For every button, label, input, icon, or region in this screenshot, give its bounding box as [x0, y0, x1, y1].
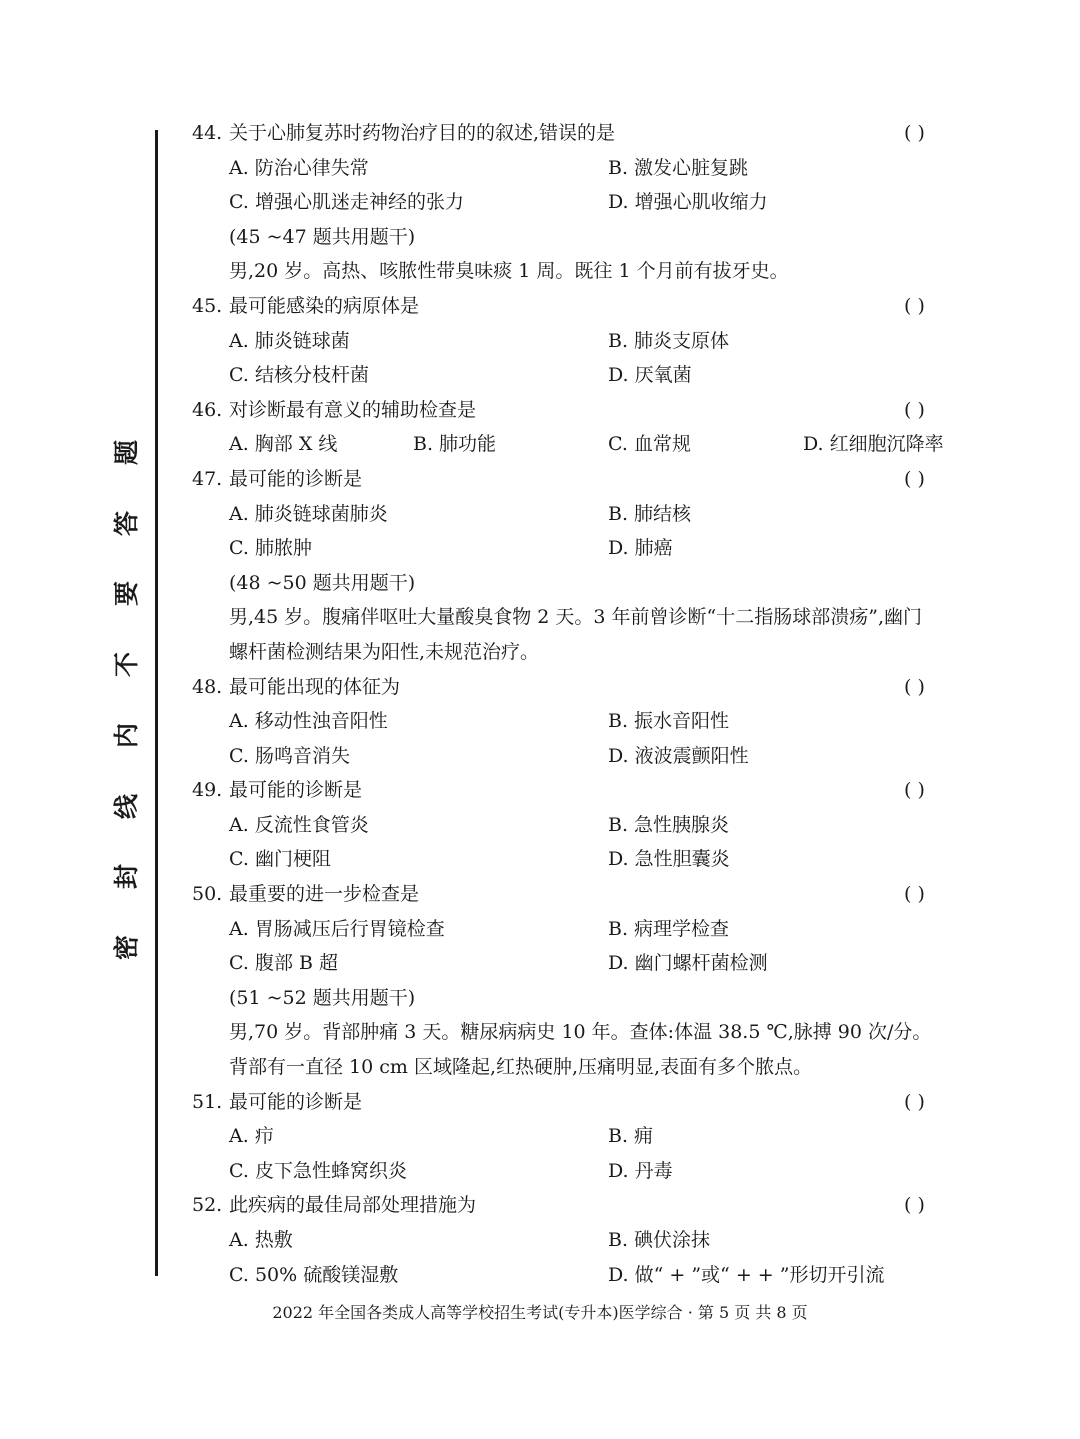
answer-blank: ( ) [904, 675, 925, 698]
option-row [192, 324, 972, 359]
option-row [192, 739, 972, 774]
seal-char: 不 [112, 652, 142, 678]
question-number: 46. [192, 398, 223, 421]
option-row [192, 531, 972, 566]
option: B. 振水音阳性 [608, 710, 730, 733]
option: C. 肺脓肿 [229, 537, 312, 560]
question-text: 最可能的诊断是 [229, 1090, 363, 1113]
option-row [192, 185, 972, 220]
option: D. 厌氧菌 [608, 364, 692, 387]
question-stem: 男,20 岁。高热、咳脓性带臭味痰 1 周。既往 1 个月前有拔牙史。 [229, 260, 789, 283]
question-stem: 男,70 岁。背部肿痛 3 天。糖尿病病史 10 年。查体:体温 38.5 ℃,脉搏 90 次/分。 [229, 1021, 932, 1044]
question-stem: (48 ~50 题共用题干) [229, 571, 416, 594]
option: A. 肺炎链球菌肺炎 [229, 502, 388, 525]
question-number: 45. [192, 294, 223, 317]
question-number: 48. [192, 675, 223, 698]
answer-blank: ( ) [904, 467, 925, 490]
question-line [192, 670, 972, 705]
option: A. 反流性食管炎 [229, 813, 369, 836]
option-row [192, 1119, 972, 1154]
answer-blank: ( ) [904, 1194, 925, 1217]
option-row [192, 912, 972, 947]
question-text: 此疾病的最佳局部处理措施为 [229, 1194, 477, 1217]
option: D. 肺癌 [608, 537, 673, 560]
option: B. 激发心脏复跳 [608, 156, 749, 179]
seal-char: 封 [112, 864, 142, 890]
option-row [192, 1223, 972, 1258]
option: A. 肺炎链球菌 [229, 329, 350, 352]
question-text: 最可能出现的体征为 [229, 675, 401, 698]
seal-char: 答 [112, 510, 142, 536]
option: D. 丹毒 [608, 1159, 673, 1182]
option: C. 增强心肌迷走神经的张力 [229, 191, 464, 214]
option: B. 肺功能 [413, 433, 497, 456]
page-footer: 2022 年全国各类成人高等学校招生考试(专升本)医学综合 · 第 5 页 共 8 页 [272, 1303, 808, 1322]
question-line [192, 393, 972, 428]
option: A. 胃肠减压后行胃镜检查 [229, 917, 445, 940]
option: D. 液波震颤阳性 [608, 744, 749, 767]
option-row [192, 946, 972, 981]
option: A. 胸部 X 线 [229, 433, 338, 456]
question-stem: (45 ~47 题共用题干) [229, 225, 416, 248]
option: C. 幽门梗阻 [229, 848, 331, 871]
question-text: 最重要的进一步检查是 [229, 883, 420, 906]
seal-line [155, 130, 158, 1276]
option-row [192, 808, 972, 843]
option: D. 增强心肌收缩力 [608, 191, 768, 214]
question-line [192, 462, 972, 497]
option: A. 防治心律失常 [229, 156, 369, 179]
option: B. 肺结核 [608, 502, 692, 525]
question-content [192, 116, 972, 1292]
answer-blank: ( ) [904, 883, 925, 906]
option: D. 红细胞沉降率 [803, 433, 944, 456]
seal-char: 内 [112, 722, 142, 748]
option-row [192, 1154, 972, 1189]
option: C. 皮下急性蜂窝织炎 [229, 1159, 407, 1182]
question-number: 49. [192, 779, 223, 802]
option-row [192, 358, 972, 393]
question-number: 47. [192, 467, 223, 490]
question-stem: 螺杆菌检测结果为阳性,未规范治疗。 [229, 640, 540, 663]
option: B. 痈 [608, 1125, 654, 1148]
option-row [192, 497, 972, 532]
question-text: 最可能感染的病原体是 [229, 294, 420, 317]
question-number: 44. [192, 122, 223, 144]
answer-blank: ( ) [904, 779, 925, 802]
option: D. 做“ + ”或“ + + ”形切开引流 [608, 1263, 885, 1286]
question-line [192, 877, 972, 912]
question-line [192, 1085, 972, 1120]
question-stem: 男,45 岁。腹痛伴呕吐大量酸臭食物 2 天。3 年前曾诊断“十二指肠球部溃疡”,幽门 [229, 606, 923, 629]
option: B. 肺炎支原体 [608, 329, 730, 352]
question-stem: (51 ~52 题共用题干) [229, 986, 416, 1009]
option-row [192, 704, 972, 739]
answer-blank: ( ) [904, 398, 925, 421]
answer-blank: ( ) [904, 122, 925, 144]
question-text: 关于心肺复苏时药物治疗目的的叙述,错误的是 [229, 122, 616, 144]
option: C. 血常规 [608, 433, 691, 456]
question-text: 最可能的诊断是 [229, 779, 363, 802]
answer-blank: ( ) [904, 1090, 925, 1113]
option: C. 50% 硫酸镁湿敷 [229, 1263, 399, 1286]
option: C. 腹部 B 超 [229, 952, 338, 975]
question-number: 50. [192, 883, 223, 906]
question-text: 对诊断最有意义的辅助检查是 [229, 398, 477, 421]
option-row [192, 427, 972, 462]
question-line [192, 289, 972, 324]
question-line [192, 116, 972, 151]
seal-char: 题 [112, 439, 142, 466]
option: C. 结核分枝杆菌 [229, 364, 369, 387]
option: C. 肠鸣音消失 [229, 744, 350, 767]
question-number: 52. [192, 1194, 223, 1217]
answer-blank: ( ) [904, 294, 925, 317]
question-line [192, 1188, 972, 1223]
option: A. 移动性浊音阳性 [229, 710, 388, 733]
seal-char: 线 [112, 793, 142, 819]
seal-warning [104, 440, 150, 960]
option: A. 疖 [229, 1125, 274, 1148]
option-row [192, 842, 972, 877]
option: D. 急性胆囊炎 [608, 848, 730, 871]
question-number: 51. [192, 1090, 223, 1113]
option-row [192, 151, 972, 186]
option: B. 碘伏涂抹 [608, 1229, 711, 1251]
question-text: 最可能的诊断是 [229, 467, 363, 490]
option: B. 急性胰腺炎 [608, 813, 730, 836]
option: B. 病理学检查 [608, 917, 730, 940]
question-stem: 背部有一直径 10 cm 区域隆起,红热硬肿,压痛明显,表面有多个脓点。 [229, 1056, 813, 1079]
option-row [192, 1258, 972, 1293]
seal-char: 密 [112, 934, 142, 960]
option: D. 幽门螺杆菌检测 [608, 952, 768, 975]
option: A. 热敷 [229, 1229, 293, 1251]
seal-char: 要 [112, 581, 142, 607]
question-line [192, 773, 972, 808]
